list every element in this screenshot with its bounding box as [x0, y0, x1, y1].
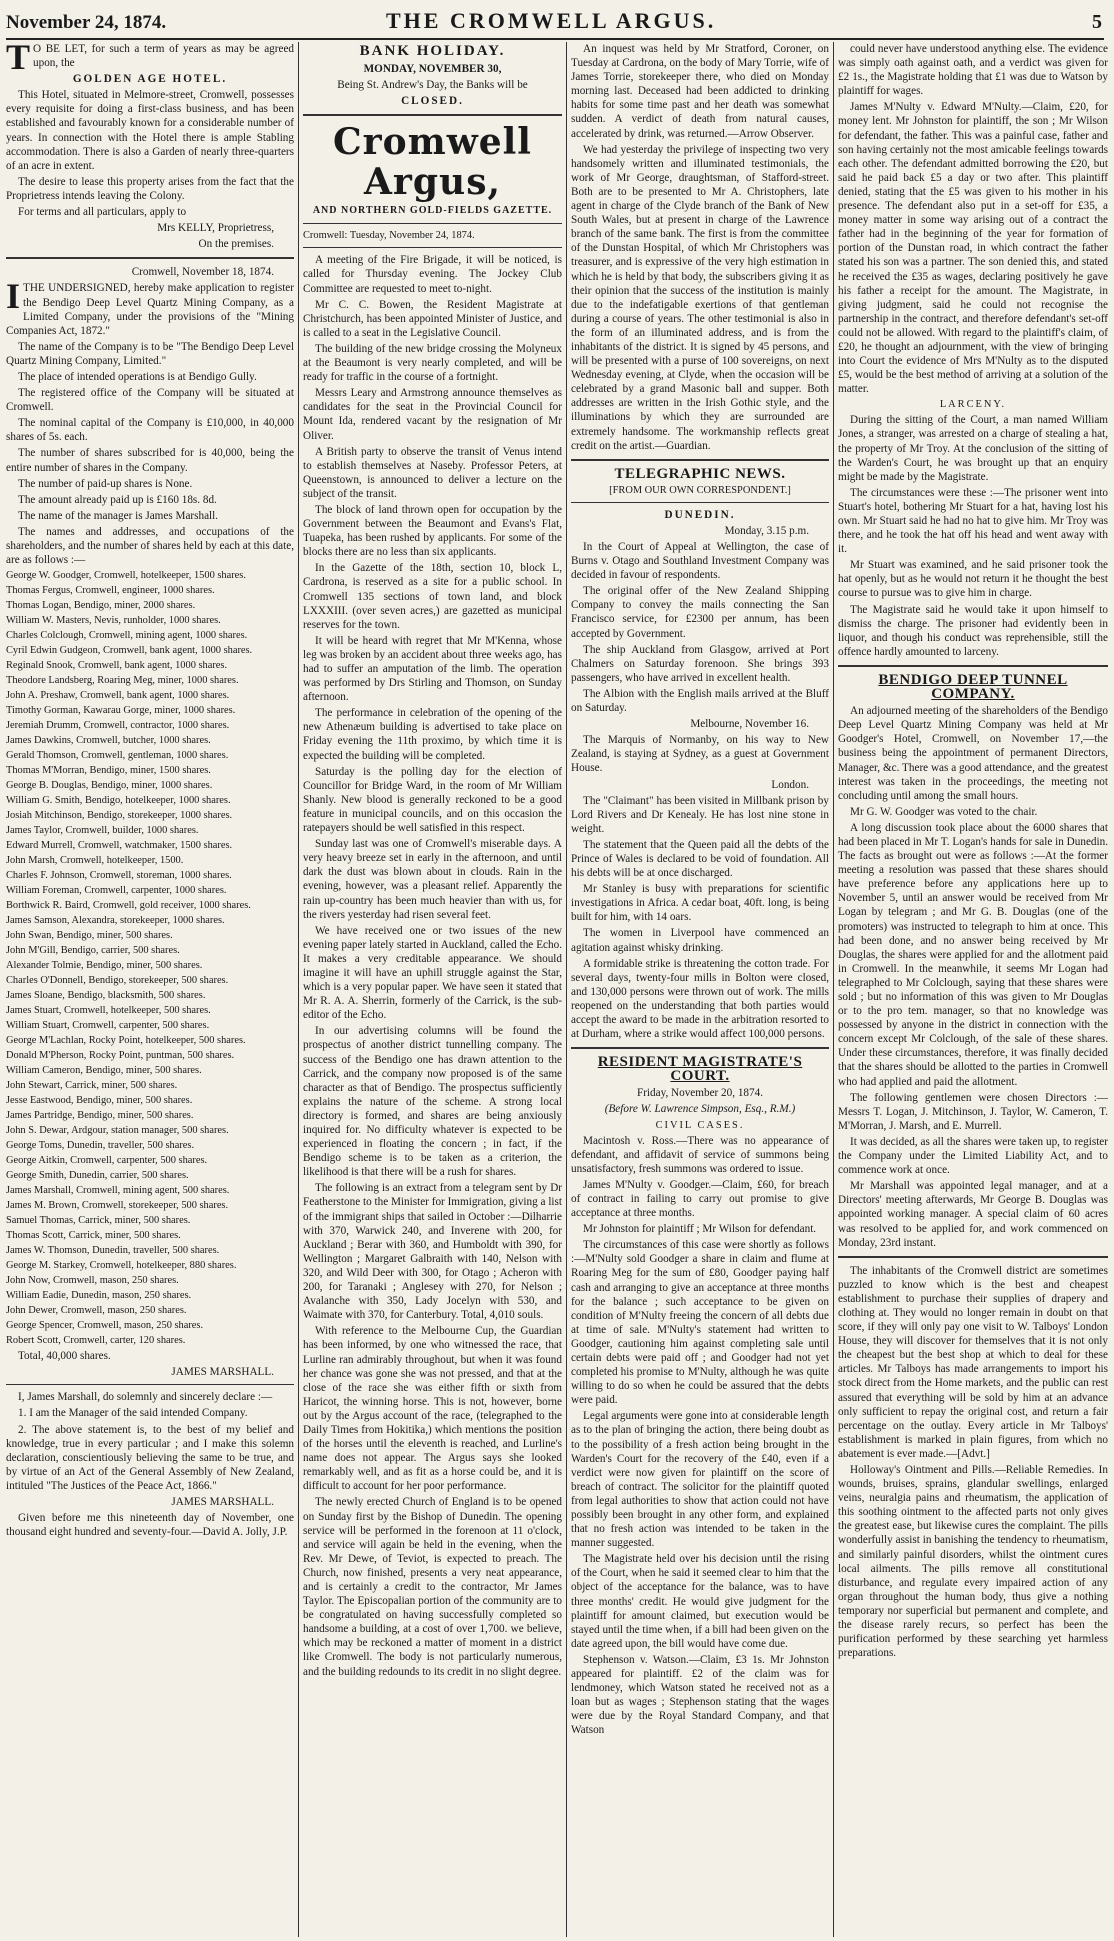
shareholder-entry: Josiah Mitchinson, Bendigo, storekeeper, 1000 shares.	[6, 810, 233, 822]
shareholder-entry: William Stuart, Cromwell, carpenter, 500 shares.	[6, 1020, 210, 1032]
news-paragraph: A meeting of the Fire Brigade, it will be noticed, is called for Thursday evening. The Jockey Club Committee are requested to meet to-night.	[303, 254, 562, 295]
column-rule	[833, 42, 834, 1937]
news-paragraph: It will be heard with regret that Mr M'Kenna, whose leg was broken by an accident about three weeks ago, has had to suffer an amputation of the limb. The operation was performed by Drs Stirling and Thomson, on Sunday afternoon.	[303, 634, 562, 704]
court-paragraph: The Magistrate held over his decision until the rising of the Court, when he said it seemed clear to him that the object of the acceptance for the balance, was to have three months' credit. He would give judgment for the plaintiff for amount claimed, but execution would be stayed until the time when, if a bill had been given on the date agreed upon, the bill would have come due.	[571, 1553, 829, 1650]
shareholder-entry: Thomas Scott, Carrick, miner, 500 shares.	[6, 1230, 181, 1242]
court-paragraph: The circumstances of this case were shortly as follows :—M'Nulty sold Goodger a share in claim and flume at Roaring Meg for the sum of £80, Goodger paying half cash and arranging to give an acceptance at three months for the balance ; such acceptance to be given on condition of M'Nulty freeing the concern of all debts due at time of sale. M'Nulty's statement had written to Goodger, cautioning him against completing sale until certain debts were paid off ; and Goodger had not yet completed his promise to M'Nulty, although he was quite willing to do so when he could be assured that the debts were paid.	[571, 1239, 829, 1407]
news-paragraph: The following is an extract from a telegram sent by Dr Featherstone to the Minister for Immigration, giving a list of the immigrant ships that sailed in October :—Dilharrie with 370, Warwick 240, and Inverene with 200, for Auckland ; Berar with 360, and Humboldt with 390, for Wellington ; Margaret Galbraith with 140, Nelson with 320, and Wild Deer with 300, for Otago ; Acheron with 200, for Taranaki ; Anglesey with 270, for Nelson ; Avalanche with 350, Lady Jocelyn with 530, and Waimate with 370, for Canterbury. Total, 4,010 souls.	[303, 1182, 562, 1322]
shareholder-entry: John Swan, Bendigo, miner, 500 shares.	[6, 930, 173, 942]
news-paragraph: The women in Liverpool have commenced an agitation against whisky drinking.	[571, 927, 829, 954]
news-paragraph: The performance in celebration of the opening of the new Athenæum building is advertised to take place on Friday evening the 11th proximo, by which time it is expected the building will be completed.	[303, 707, 562, 762]
bank-holiday-notice	[303, 42, 562, 108]
shareholder-entry: George M. Starkey, Cromwell, hotelkeeper, 880 shares.	[6, 1260, 237, 1272]
telegraph-paragraph: The original offer of the New Zealand Shipping Company to convey the mails connecting the San Francisco service, for £2300 per annum, has been accepted by Government.	[571, 585, 829, 640]
column-1	[6, 42, 294, 1937]
advert-paragraphs	[838, 1264, 1108, 1661]
shareholder-entry: George Smith, Dunedin, carrier, 500 shares.	[6, 1170, 189, 1182]
shareholder-entry: Charles Colclough, Cromwell, mining agent, 1000 shares.	[6, 630, 248, 642]
shareholder-entry: Timothy Gorman, Kawarau Gorge, miner, 1000 shares.	[6, 705, 236, 717]
shareholder-entry: James M. Brown, Cromwell, storekeeper, 500 shares.	[6, 1200, 229, 1212]
court-paragraph: James M'Nulty v. Goodger.—Claim, £60, for breach of contract in failing to carry out promise to give acceptance at three months.	[571, 1178, 829, 1220]
news-paragraph: We have received one or two issues of the new evening paper lately started in Auckland, called the Echo. It makes a very creditable appearance. We should imagine it will have an uphill struggle against the Star, which is a very popular paper. We have seen it stated that Mr R. A. A. Sherrin, formerly of the Carrick, is the sub-editor of the Echo.	[303, 924, 562, 1022]
news-paragraph: We had yesterday the privilege of inspecting two very handsomely written and illuminated testimonials, the work of Mr George, draughtsman, of Stafford-street. Both are to be presented to Mr A. Christophers, late agent in charge of the Clyde branch of the Bank of New South Wales, but at present in charge of the Lawrence branch of the same bank. The first is from the committee of the Dunstan Hospital, of which Mr Christophers was treasurer, and is expressive of the very high estimation in which he is held by that body, the subscribers giving it as their opinion that the success of the institution is mainly due to the indefatigable exertions of that gentleman during a course of years. The other testimonial is also in the form of an illuminated address, and is from the inhabitants of the district. It is signed by 45 persons, and will be presented with a purse of 100 sovereigns, on next Wednesday evening, at Clyde, when the occasion will be celebrated by a grand Masonic ball and supper. Both addresses are written in the Irish Gothic style, and the illuminations by which they are surrounded are extremely handsome. The workmanship reflects great credit on the artist.—Guardian.	[571, 143, 829, 452]
shareholder-entry: Charles F. Johnson, Cromwell, storeman, 1000 shares.	[6, 870, 232, 882]
shareholder-entry: John Stewart, Carrick, miner, 500 shares.	[6, 1080, 178, 1092]
notice-paragraph: The place of intended operations is at Bendigo Gully.	[18, 370, 257, 383]
shareholder-entry: George Toms, Dunedin, traveller, 500 shares.	[6, 1140, 195, 1152]
dateline: Cromwell: Tuesday, November 24, 1874.	[303, 230, 475, 242]
news-paragraph: In the Gazette of the 18th, section 10, block L, Cardrona, is reserved as a site for a public school. In Cromwell 135 sections of town land, and block LXXXIII. (over seven acres,) are gazetted as municipal reserves for the town.	[303, 562, 562, 631]
court-paragraph: Legal arguments were gone into at considerable length as to the plan of bringing the action, there being doubt as to the possibility of a fresh action being brought in the Warden's Court for the recovery of the £40, even if a verdict were now given for plaintiff on the score of breach of contract. The solicitor for the plaintiff quoted from legal authorities to show that action could not have possibly been brought in any other form, and explained that no fresh action was intended to be taken in the manner suggested.	[571, 1410, 829, 1550]
shareholder-entry: Jesse Eastwood, Bendigo, miner, 500 shares.	[6, 1095, 193, 1107]
shareholder-entry: John M'Gill, Bendigo, carrier, 500 shares.	[6, 945, 180, 957]
ad-paragraph: This Hotel, situated in Melmore-street, Cromwell, possesses every requisite for doing a first-class business, and has been established and favourably known for a considerable number of years. In connection with the Hotel there is ample Stabling accommodation. There is also a Garden of nearly three-quarters of an acre in extent.	[6, 89, 294, 172]
holiday-line: Being St. Andrew's Day, the Banks will be	[337, 79, 528, 92]
larceny-paragraph: The circumstances were these :—The prisoner went into Stuart's hotel, bothering Mr Stuart for a hat, having lost his own. Mr Stuart said he had no hat to give him. Mr Troy was there, and he took the hat off his head and went away with it.	[838, 486, 1108, 556]
holiday-date: MONDAY, NOVEMBER 30,	[363, 63, 502, 75]
divider	[838, 1256, 1108, 1258]
shareholder-entry: Edward Murrell, Cromwell, watchmaker, 1500 shares.	[6, 840, 233, 852]
shareholder-entry: James Sloane, Bendigo, blacksmith, 500 shares.	[6, 990, 206, 1002]
news-paragraph: Mr C. C. Bowen, the Resident Magistrate at Christchurch, has been appointed Minister of Justice, and is called to a seat in the Legislative Council.	[303, 298, 562, 339]
court-before: (Before W. Lawrence Simpson, Esq., R.M.)	[604, 1103, 796, 1116]
telegraphic-subtitle: [FROM OUR OWN CORRESPONDENT.]	[609, 484, 791, 496]
hotel-advertisement: T O BE LET, for such a term of years as may be agreed upon, the GOLDEN AGE HOTEL. This Hotel, situated in Melmore-street, Cromwell, possesses every requisite for doing a first-class business, and has been established and favourably known for a considerable number of years. In connection with the Hotel there is ample Stabling accommodation. There is also a Garden of nearly three-quarters of an acre in extent. The desire to lease this property arises from the fact that the Proprietress intends leaving the Colony. For terms and all particulars, apply to Mrs KELLY, Proprietress, On the premises.	[6, 42, 294, 251]
news-paragraph: Messrs Leary and Armstrong announce themselves as candidates for the seat in the Provincial Council for Mount Ida, rendered vacant by the resignation of Mr Oliver.	[303, 387, 562, 442]
shareholder-entry: George B. Douglas, Bendigo, miner, 1000 shares.	[6, 780, 213, 792]
news-paragraph: The newly erected Church of England is to be opened on Sunday first by the Bishop of Dunedin. The opening service will be performed in the forenoon at 11 o'clock, and service will again be held in the evening, when the Rev. Mr Dewe, of Teviot, is expected to preach. The Church, now finished, presents a very neat appearance, and is certainly a credit to the contractor, Mr James Taylor. The Episcopalian portion of the community are to be congratulated on having successfully completed so handsome a building, at a cost of over 1,700. we believe, which may be reckoned a matter of moment in a district like Cromwell. The body is not particularly numerous, and the building redounds to its credit in no slight degree.	[303, 1496, 562, 1678]
notice-paragraph: The amount already paid up is £160 18s. 8d.	[18, 493, 217, 506]
telegraph-paragraph: The Albion with the English mails arrived at the Bluff on Saturday.	[571, 687, 829, 715]
shareholder-entry: George Spencer, Cromwell, mason, 250 shares.	[6, 1320, 204, 1332]
page-header	[6, 6, 1104, 40]
news-paragraphs	[303, 253, 562, 1678]
column-rule	[566, 42, 567, 1937]
shareholder-entry: James Dawkins, Cromwell, butcher, 1000 shares.	[6, 735, 211, 747]
shareholder-entry: George Aitkin, Cromwell, carpenter, 500 shares.	[6, 1155, 208, 1167]
shareholder-entry: William Foreman, Cromwell, carpenter, 1000 shares.	[6, 885, 227, 897]
larceny-paragraph: The Magistrate said he would take it upon himself to dismiss the charge. The prisoner had evidently been in liquor, and though his conduct was reprehensible, still the offence hardly amounted to larceny.	[838, 603, 1108, 658]
notice-paragraph: The registered office of the Company will be situated at Cromwell.	[6, 387, 294, 414]
shareholder-entry: Gerald Thomson, Cromwell, gentleman, 1000 shares.	[6, 750, 229, 762]
shareholder-entry: Charles O'Donnell, Bendigo, storekeeper, 500 shares.	[6, 975, 229, 987]
column-4	[838, 42, 1108, 1937]
declaration-item: 2. The above statement is, to the best of my belief and knowledge, true in every particular ; and I make this solemn declaration, conscientiously believing the same to be true, and by virtue of an Act of the General Assembly of New Zealand, intituled "The Justices of the Peace Act, 1866."	[6, 1423, 294, 1492]
telegraph-paragraph: The ship Auckland from Glasgow, arrived at Port Chalmers on Saturday forenoon. She brings 393 passengers, who have arrived in excellent health.	[571, 643, 829, 684]
divider	[838, 665, 1108, 667]
shareholder-entry: Robert Scott, Cromwell, carter, 120 shares.	[6, 1335, 186, 1347]
ad-lead: O BE LET, for such a term of years as may be agreed upon, the	[33, 43, 294, 70]
column-rule	[298, 42, 299, 1937]
notice-paragraph: The name of the manager is James Marshall.	[18, 509, 219, 522]
holiday-title: BANK HOLIDAY.	[359, 43, 506, 59]
court-paragraph: James M'Nulty v. Edward M'Nulty.—Claim, £20, for money lent. Mr Johnston for plaintiff, the son ; Mr Wilson for defendant, the father. This was a painful case, father and son having certainly not the most amicable feelings towards each other. The defendant admitted borrowing the £20, but said he paid back £5 a day or two after. This plaintiff denied, stating that the £5 was given to his mother in his presence. The defendant also put in a set-off for £35, a money matter in some way arising out of a contract the father had in the beginning of the year for formation of portion of the Dunstan road, in which contract the father stated his son was a partner. The son denied this, and stated he received the £35 as wages, declaring positively he gave his father a receipt for the amount. The Magistrate, in giving judgment, said he could not recognise the partnership in the contract, and therefore defendant's set-off could not be allowed. With regard to the plaintiff's claim, of £20, he thought an adjournment, with the view of bringing into Court the evidence of Mrs M'Nulty as to the disputed £5, would be the best method of arriving at a solution of the matter.	[838, 101, 1108, 396]
divider	[571, 502, 829, 503]
divider	[303, 247, 562, 248]
shareholder-entry: Alexander Tolmie, Bendigo, miner, 500 shares.	[6, 960, 203, 972]
shareholder-entry: James Taylor, Cromwell, builder, 1000 shares.	[6, 825, 199, 837]
shareholder-entry: Thomas Fergus, Cromwell, engineer, 1000 shares.	[6, 585, 215, 597]
news-paragraph: Mr Stanley is busy with preparations for scientific investigations in Africa. A cedar boat, 40ft. long, is being built for him, with 14 oars.	[571, 883, 829, 924]
masthead: Cromwell Argus,	[333, 121, 532, 204]
page-number: 5	[1092, 11, 1102, 33]
divider	[6, 1384, 294, 1385]
declared-before: Given before me this nineteenth day of November, one thousand eight hundred and seventy-four.—David A. Jolly, J.P.	[6, 1512, 294, 1539]
shareholder-entry: John Marsh, Cromwell, hotelkeeper, 1500.	[6, 855, 184, 867]
shareholder-entry: Reginald Snook, Cromwell, bank agent, 1000 shares.	[6, 660, 228, 672]
shareholder-entry: William W. Masters, Nevis, runholder, 1000 shares.	[6, 615, 221, 627]
telegraph-paragraphs	[571, 540, 829, 715]
tunnel-paragraphs	[838, 704, 1108, 1250]
notice-paragraph: The number of paid-up shares is None.	[18, 477, 193, 490]
news-paragraph: Sunday last was one of Cromwell's miserable days. A very heavy breeze set in early in the afternoon, and until dark the dust was blown about in clouds. Rain in the evening, however, was a pleasant relief. Apparently the rain up-country has been much heavier than with us, for the rivers yesterday had risen several feet.	[303, 838, 562, 921]
court-paragraph: Stephenson v. Watson.—Claim, £3 1s. Mr Johnston appeared for plaintiff. £2 of the claim was for lendmoney, which Watson stated he received not as a loan but as wages ; Stephenson stating that the wages were due by the Royal Standard Company, and that Watson	[571, 1653, 829, 1737]
telegraphic-time: Monday, 3.15 p.m.	[724, 524, 809, 537]
shareholder-entry: Theodore Landsberg, Roaring Meg, miner, 1000 shares.	[6, 675, 239, 687]
advert-paragraph: Holloway's Ointment and Pills.—Reliable Remedies. In wounds, bruises, sprains, glandular swellings, enlarged veins, neuralgia pains and rheumatism, the application of this soothing ointment to the affected parts not only gives the greatest ease, but likewise cures the complaint. The pills wonderfully assist in banishing the tendency to rheumatism, and similarly painful disorders, whilst the ointment cures local ailments. The pills remove all constitutional disturbance, and regulate every impaired action of any organ throughout the human body, thus give a nothing temporary nor superficial but permanent and complete, and the disease rarely recurs, so perfect has been the purification performed by these searching yet harmless preparations.	[838, 1464, 1108, 1660]
ad-hotel-name: GOLDEN AGE HOTEL.	[72, 73, 228, 86]
london-head: London.	[771, 778, 809, 791]
court-paragraph: Mr Johnston for plaintiff ; Mr Wilson for defendant.	[583, 1223, 817, 1236]
news-paragraph: The statement that the Queen paid all the debts of the Prince of Wales is declared to be void of foundation. All his debts will be at once discharged.	[571, 838, 829, 880]
news-paragraph: A formidable strike is threatening the cotton trade. For several days, twenty-four mills in Bolton were closed, and 130,000 persons were thrown out of work. The mills reopened on the understanding that both parties would accept the award to be made in the arbitration resorted to at Durham, where a strike would affect 100,000 persons.	[571, 957, 829, 1041]
court-date: Friday, November 20, 1874.	[636, 1087, 764, 1100]
shareholder-list	[6, 569, 294, 1347]
divider	[303, 114, 562, 116]
notice-paragraph: The nominal capital of the Company is £10,000, in 40,000 shares of 5s. each.	[6, 417, 294, 444]
shareholder-entry: John S. Dewar, Ardgour, station manager, 500 shares.	[6, 1125, 229, 1137]
divider	[571, 459, 829, 461]
news-paragraph: An inquest was held by Mr Stratford, Coroner, on Tuesday at Cardrona, on the body of Mary Torrie, wife of James Torrie, storekeeper there, who died on Monday morning last. Deceased had been addicted to drinking habits for some time past and her death was somewhat sudden. A verdict of death from natural causes, accelerated by drink, was returned.—Arrow Observer.	[571, 43, 829, 140]
shareholder-entry: John Now, Cromwell, mason, 250 shares.	[6, 1275, 179, 1287]
divider	[571, 1047, 829, 1049]
shareholder-entry: Donald M'Pherson, Rocky Point, puntman, 500 shares.	[6, 1050, 235, 1062]
news-paragraph: With reference to the Melbourne Cup, the Guardian has been informed, by one who witnessed the race, that Lurline ran admirably throughout, but when it was found her chance was gone she was not pressed, and that at the close of the race she was either fifth or sixth from Haricot, the winning horse. This is not, however, borne out by the Argus account of the race, (telegraphed to the Daily Times from Hokitika,) which mentions the position of the horses until the eleventh is reached, and Lurline's name does not appear. The Argus says she looked remarkably well, and as fit as a horse could be, and it is difficult to account for her poor performance.	[303, 1325, 562, 1493]
tunnel-paragraph: Mr G. W. Goodger was voted to the chair.	[850, 805, 1038, 818]
shareholder-entry: John A. Preshaw, Cromwell, bank agent, 1000 shares.	[6, 690, 230, 702]
notice-paragraph: The names and addresses, and occupations of the shareholders, and the number of shares held by each at this date, are as follows :—	[6, 525, 294, 567]
court-civil: CIVIL CASES.	[655, 1119, 745, 1131]
tunnel-title: BENDIGO DEEP TUNNEL COMPANY.	[878, 671, 1068, 703]
news-paragraph: The block of land thrown open for occupation by the Government between the Beaumont and Evans's Flat, Tuapeka, has been rushed by applicants. For some of the blocks there are no less than six applicants.	[303, 503, 562, 559]
shareholder-entry: Jeremiah Drumm, Cromwell, contractor, 1000 shares.	[6, 720, 230, 732]
court-paragraphs	[838, 42, 1108, 396]
telegraph-paragraph: In the Court of Appeal at Wellington, the case of Burns v. Otago and Southland Investment Company was decided in favour of respondents.	[571, 541, 829, 582]
company-notice: Cromwell, November 18, 1874. ITHE UNDERSIGNED, hereby make application to register the Bendigo Deep Level Quartz Mining Company, as a Limited Company, under the provisions of the "Mining Companies Act, 1872." The name of the Company is to be "The Bendigo Deep Level Quartz Mining Company, Limited." The place of intended operations is at Bendigo Gully. The registered office of the Company will be situated at Cromwell. The nominal capital of the Company is £10,000, in 40,000 shares of 5s. each. The number of shares subscribed for is 40,000, being the entire number of shares in the Company. The number of paid-up shares is None. The amount already paid up is £160 18s. 8d. The name of the manager is James Marshall. The names and addresses, and occupations of the shareholders, and the number of shares held by each at this date, are as follows :— George W. Goodger, Cromwell, hotelkeeper, 1500 shares. Thomas Fergus, Cromwell, engineer, 1000 shares. Thomas Logan, Bendigo, miner, 2000 shares. William W. Masters, Nevis, runholder, 1000 shares. Charles Colclough, Cromwell, mining agent, 1000 shares. Cyril Edwin Gudgeon, Cromwell, bank agent, 1000 shares. Reginald Snook, Cromwell, bank agent, 1000 shares. Theodore Landsberg, Roaring Meg, miner, 1000 shares. John A. Preshaw, Cromwell, bank agent, 1000 shares. Timothy Gorman, Kawarau Gorge, miner, 1000 shares. Jeremiah Drumm, Cromwell, contractor, 1000 shares. James Dawkins, Cromwell, butcher, 1000 shares. Gerald Thomson, Cromwell, gentleman, 1000 shares. Thomas M'Morran, Bendigo, miner, 1500 shares. George B. Douglas, Bendigo, miner, 1000 shares. William G. Smith, Bendigo, hotelkeeper, 1000 shares. Josiah Mitchinson, Bendigo, storekeeper, 1000 shares. James Taylor, Cromwell, builder, 1000 shares. Edward Murrell, Cromwell, watchmaker, 1500 shares. John Marsh, Cromwell, hotelkeeper, 1500. Charles F. Johnson, Cromwell, storeman, 1000 shares. William Foreman, Cromwell, carpenter, 1000 shares. Borthwick R. Baird, Cromwell, gold receiver, 1000 shares. James Samson, Alexandra, storekeeper, 1000 shares. John Swan, Bendigo, miner, 500 shares. John M'Gill, Bendigo, carrier, 500 shares. Alexander Tolmie, Bendigo, miner, 500 shares. Charles O'Donnell, Bendigo, storekeeper, 500 shares. James Sloane, Bendigo, blacksmith, 500 shares. James Stuart, Cromwell, hotelkeeper, 500 shares. William Stuart, Cromwell, carpenter, 500 shares. George M'Lachlan, Rocky Point, hotelkeeper, 500 shares. Donald M'Pherson, Rocky Point, puntman, 500 shares. William Cameron, Bendigo, miner, 500 shares. John Stewart, Carrick, miner, 500 shares. Jesse Eastwood, Bendigo, miner, 500 shares. James Partridge, Bendigo, miner, 500 shares. John S. Dewar, Ardgour, station manager, 500 shares. George Toms, Dunedin, traveller, 500 shares. George Aitkin, Cromwell, carpenter, 500 shares. George Smith, Dunedin, carrier, 500 shares. James Marshall, Cromwell, mining agent, 500 shares. James M. Brown, Cromwell, storekeeper, 500 shares. Samuel Thomas, Carrick, miner, 500 shares. Thomas Scott, Carrick, miner, 500 shares. James W. Thomson, Dunedin, traveller, 500 shares. George M. Starkey, Cromwell, hotelkeeper, 880 shares. John Now, Cromwell, mason, 250 shares. William Eadie, Dunedin, mason, 250 shares. John Dewer, Cromwell, mason, 250 shares. George Spencer, Cromwell, mason, 250 shares. Robert Scott, Cromwell, carter, 120 shares. Total, 40,000 shares. JAMES MARSHALL. I, James Marshall, do solemnly and sincerely declare :— 1. I am the Manager of the said intended Company. 2. The above statement is, to the best of my belief and knowledge, true in every particular ; and I make this solemn declaration, conscientiously believing the same to be true, and by virtue of an Act of the General Assembly of New Zealand, intituled "The Justices of the Peace Act, 1866." JAMES MARSHALL. Given before me this nineteenth day of November, one thousand eight hundred and seventy-four.—David A. Jolly, J.P.	[6, 266, 294, 1539]
melbourne-head: Melbourne, November 16.	[690, 718, 809, 731]
shareholder-entry: James Samson, Alexandra, storekeeper, 1000 shares.	[6, 915, 225, 927]
column-2	[303, 42, 562, 1937]
larceny-paragraphs	[838, 413, 1108, 659]
header-paper-title: THE CROMWELL ARGUS.	[386, 8, 717, 33]
shareholder-entry: James Stuart, Cromwell, hotelkeeper, 500 shares.	[6, 1005, 211, 1017]
ad-signature: On the premises.	[198, 238, 274, 251]
court-paragraph: could never have understood anything else. The evidence was simply oath against oath, and a verdict was given for £2 1s., the Magistrate holding that £1 was due to Watson by plaintiff for wages.	[838, 43, 1108, 98]
ad-paragraph: The desire to lease this property arises from the fact that the Proprietress intends leaving the Colony.	[6, 175, 294, 202]
shareholder-entry: James Marshall, Cromwell, mining agent, 500 shares.	[6, 1185, 230, 1197]
larceny-paragraph: During the sitting of the Court, a man named William Jones, a stranger, was arrested on a charge of stealing a hat, the property of Mr Troy. At the conclusion of the sitting of the Warden's Court, he was brought up that an enquiry might be made by the Magistrate.	[838, 414, 1108, 483]
notice-lead: THE UNDERSIGNED, hereby make application to register the Bendigo Deep Level Quartz Mining Company, as a Limited Company, under the provisions of the "Mining Companies Act, 1872."	[6, 282, 294, 337]
declaration-item: 1. I am the Manager of the said intended Company.	[18, 1407, 248, 1420]
tunnel-paragraph: An adjourned meeting of the shareholders of the Bendigo Deep Level Quartz Mining Company was held at Mr Goodger's Hotel, Cromwell, on November 17,—the business being the appointment of permanent Directors, Manager, &c. There was a good attendance, and the greatest interest was taken in the proceedings, the meeting not concluding until among the small hours.	[838, 705, 1108, 802]
court-paragraphs	[571, 1134, 829, 1738]
shareholder-entry: William G. Smith, Bendigo, hotelkeeper, 1000 shares.	[6, 795, 231, 807]
ad-signature: Mrs KELLY, Proprietress,	[157, 222, 274, 235]
shareholder-entry: William Cameron, Bendigo, miner, 500 shares.	[6, 1065, 202, 1077]
tunnel-paragraph: A long discussion took place about the 6000 shares that had been placed in Mr T. Logan's hands for sale in Dunedin. The facts as brought out were as follows :—At the former meeting a resolution was passed that these shares should have preference before any applications here up to November 5, until an answer would be received from Mr Logan by telegram ; and Mr G. B. Douglas (one of the promoters) was instructed to telegraph to him at once. This had been done, and no answer being received by Mr Douglas, the shares were applied for and the allotment paid in Cromwell. In the meanwhile, it seems Mr Logan had telegraphed to Mr Colclough, saying that these shares were sold ; but no information of this was given to Mr Douglas or to the pro tem. manager, so that no knowledge was possessed by anyone in the district in connection with the concern except Mr Colclough, of the sale of these shares. Under these circumstances, therefore, it was finally decided that the shares should be allotted to the parties in Cromwell who had applied and paid the allotment.	[838, 821, 1108, 1088]
news-paragraph: The building of the new bridge crossing the Molyneux at the Beaumont is very nearly completed, and will be ready for traffic in the course of a fortnight.	[303, 342, 562, 384]
court-title: RESIDENT MAGISTRATE'S COURT.	[597, 1054, 803, 1085]
signature: JAMES MARSHALL.	[171, 1496, 274, 1509]
shareholder-entry: Thomas M'Morran, Bendigo, miner, 1500 shares.	[6, 765, 211, 777]
shareholder-entry: George M'Lachlan, Rocky Point, hotelkeeper, 500 shares.	[6, 1035, 246, 1047]
news-paragraph: Saturday is the polling day for the election of Councillor for Bridge Ward, in the room of Mr William Shanly. New blood is generally reckoned to be a good feature in municipal councils, and on this occasion the ratepayers should be well satisfied in this respect.	[303, 765, 562, 835]
tunnel-paragraph: The following gentlemen were chosen Directors :—Messrs T. Logan, J. Mitchinson, J. Taylor, W. Cameron, T. M'Morran, J. Marsh, and E. Murrell.	[838, 1091, 1108, 1132]
larceny-paragraph: Mr Stuart was examined, and he said prisoner took the hat openly, but as he would not return it he thought the best course to pursue was to give him in charge.	[838, 559, 1108, 600]
news-paragraph: In our advertising columns will be found the prospectus of another district tunnelling company. The success of the Bendigo one has drawn attention to the Carrick, and the company now proposed is of the same character as that of Bendigo. The prospectus sufficiently explains the nature of the scheme. A strong local directory is formed, and shares are being anxiously inquired for. No difficulty whatever is expected to be experienced in floating the concern ; in fact, if the Bendigo scheme is to be taken as a criterion, the likelihood is that there will be a rush for shares.	[303, 1025, 562, 1179]
signature: JAMES MARSHALL.	[171, 1366, 274, 1379]
news-paragraphs	[571, 42, 829, 453]
divider	[303, 223, 562, 224]
shareholder-entry: George W. Goodger, Cromwell, hotelkeeper, 1500 shares.	[6, 570, 246, 582]
ad-paragraph: For terms and all particulars, apply to	[18, 206, 187, 219]
shareholder-entry: John Dewer, Cromwell, mason, 250 shares.	[6, 1305, 187, 1317]
masthead-subtitle: AND NORTHERN GOLD-FIELDS GAZETTE.	[312, 205, 553, 217]
notice-paragraphs	[6, 340, 294, 567]
news-paragraph: A British party to observe the transit of Venus intend to establish themselves at Naseby. Professor Peters, at Queenstown, is announced to deliver a lecture on the subject of the transit.	[303, 445, 562, 500]
shareholder-entry: Thomas Logan, Bendigo, miner, 2000 shares.	[6, 600, 196, 612]
notice-paragraph: The number of shares subscribed for is 40,000, being the entire number of shares in the Company.	[6, 447, 294, 474]
column-3	[571, 42, 829, 1937]
shareholder-entry: Borthwick R. Baird, Cromwell, gold receiver, 1000 shares.	[6, 900, 251, 912]
holiday-closed: CLOSED.	[401, 95, 464, 108]
divider	[6, 257, 294, 259]
total-shares: Total, 40,000 shares.	[18, 1350, 111, 1363]
shareholder-entry: James Partridge, Bendigo, miner, 500 shares.	[6, 1110, 194, 1122]
larceny-head: LARCENY.	[939, 399, 1007, 411]
news-paragraph: The "Claimant" has been visited in Millbank prison by Lord Rivers and Dr Kenealy. He has lost nine stone in weight.	[571, 794, 829, 835]
tunnel-paragraph: It was decided, as all the shares were taken up, to register the Company under the Limited Liability Act, and to commence work at once.	[838, 1135, 1108, 1177]
notice-paragraph: The name of the Company is to be "The Bendigo Deep Level Quartz Mining Company, Limited."	[6, 340, 294, 367]
header-date: November 24, 1874.	[6, 12, 167, 33]
shareholder-entry: James W. Thomson, Dunedin, traveller, 500 shares.	[6, 1245, 220, 1257]
london-paragraphs	[571, 794, 829, 1042]
shareholder-entry: Cyril Edwin Gudgeon, Cromwell, bank agent, 1000 shares.	[6, 645, 253, 657]
telegraphic-title: TELEGRAPHIC NEWS.	[614, 465, 786, 482]
shareholder-entry: William Eadie, Dunedin, mason, 250 shares.	[6, 1290, 192, 1302]
declaration-lead: I, James Marshall, do solemnly and sincerely declare :—	[18, 1391, 273, 1404]
tunnel-paragraph: Mr Marshall was appointed legal manager, and at a Directors' meeting afterwards, Mr George B. Douglas was appointed working manager. A special claim of 60 acres was resolved to be applied for, and work commenced on Monday, 23rd instant.	[838, 1180, 1108, 1249]
news-paragraph: The Marquis of Normanby, on his way to New Zealand, is staying at Sydney, as a guest at Government House.	[571, 734, 829, 775]
telegraphic-place: DUNEDIN.	[664, 508, 736, 521]
shareholder-entry: Samuel Thomas, Carrick, miner, 500 shares.	[6, 1215, 191, 1227]
court-paragraph: Macintosh v. Ross.—There was no appearance of defendant, and affidavit of service of summons being unsatisfactory, fresh summons was ordered to issue.	[571, 1134, 829, 1175]
advert-paragraph: The inhabitants of the Cromwell district are sometimes puzzled to know which is the best and cheapest establishment to purchase their supplies of drapery and clothing at. They would no longer remain in doubt on that score, if they will only pay one visit to W. Talboys' London House, they will discover for themselves that it is not only the cheapest but the best shop at which to deal for these articles. Mr Talboys has made arrangements to import his stock direct from the Home markets, and the public can rest assured that everything will be sold by him at an advance only sufficient to repay the original cost, and return a fair percentage on the outlay. Every article in Mr Talboys' establishment is marked in plain figures, from which no abatement is ever made.—[Advt.]	[838, 1264, 1108, 1460]
notice-date: Cromwell, November 18, 1874.	[131, 266, 274, 279]
